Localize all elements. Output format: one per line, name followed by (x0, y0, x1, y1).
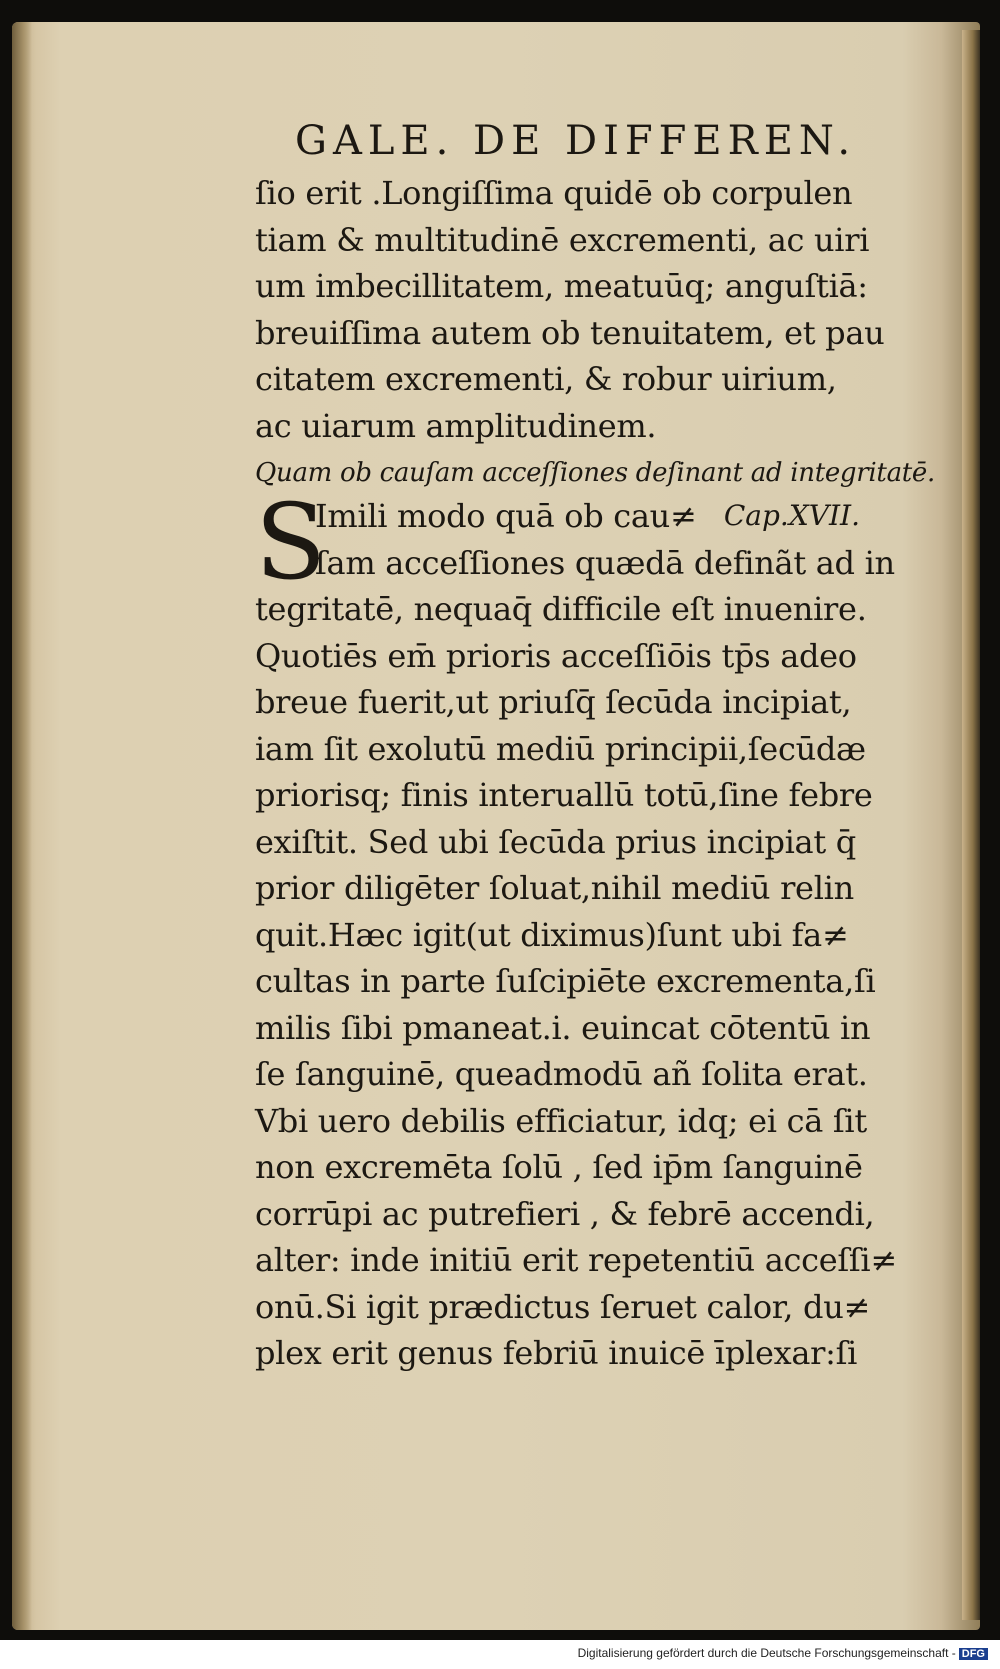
text-line: priorisq; finis interuallū totū,ſine febre (255, 776, 873, 814)
text-line: cultas in parte ſuſcipiēte excrementa,ſi (255, 962, 876, 1000)
credit-text: Digitalisierung gefördert durch die Deutsche Forschungsgemeinschaft - (577, 1646, 956, 1660)
text-line: iam ſit exolutū mediū principii,ſecūdæ (255, 729, 866, 768)
page-edge (962, 30, 980, 1620)
page-text (255, 118, 945, 1377)
text-line: quit.Hæc igit(ut diximus)ſunt ubi fa≠ (255, 915, 849, 954)
text-line: tiam & multitudinē excrementi, ac uiri (255, 220, 870, 259)
text-line: non excremēta ſolū , ſed ip̄m ſanguinē (255, 1148, 863, 1186)
text-line: um imbecillitatem, meatuūq; anguſtiā: (255, 267, 868, 305)
text-line: plex erit genus febriū inuicē īplexar:ſi (255, 1334, 858, 1372)
chapter-heading: Quam ob cauſam acceſſiones deſinant ad integritatē. (255, 458, 935, 488)
text-line: exiſtit. Sed ubi ſecūda prius incipiat q̄ (255, 822, 856, 861)
text-line: alter: inde initiū erit repetentiū acceſſi≠ (255, 1241, 897, 1279)
text-line: Vbi uero debilis efficiatur, idq; ei cā ſit (255, 1101, 867, 1140)
page-gutter (12, 22, 32, 1630)
text-line: onū.Si igit prædictus ſeruet calor, du≠ (255, 1287, 871, 1326)
text-line: tegritatē, nequaq̄ difficile eſt inuenire. (255, 590, 867, 628)
dfg-logo: DFG (959, 1648, 988, 1660)
drop-cap: S (255, 481, 327, 603)
text-line: Quotiēs em̄ prioris acceſſiōis tp̄s adeo (255, 636, 857, 675)
text-line: ſio erit .Longiſſima quidē ob corpulen (255, 174, 853, 212)
text-line: ſam acceſſiones quædā definãt ad in (315, 543, 895, 582)
text-line: milis ſibi pmaneat.i. euincat cōtentū in (255, 1008, 871, 1047)
chapter-opening (255, 481, 945, 603)
text-line: corrūpi ac putrefieri , & febrē accendi, (255, 1194, 875, 1233)
text-line: breuiſſima autem ob tenuitatem, et pau (255, 313, 885, 352)
digitization-credit (578, 1646, 988, 1660)
running-head: GALE. DE DIFFEREN. (295, 118, 857, 164)
text-line: prior diligēter ſoluat,nihil mediū relin (255, 869, 854, 907)
chapter-label: Cap.XVII. (723, 499, 860, 532)
chapter-body (255, 586, 945, 1377)
text-line: ac uiarum amplitudinem. (255, 406, 657, 445)
text-line: Imili modo quā ob cau≠ (315, 497, 697, 535)
paragraph-1 (255, 170, 945, 449)
text-line: breue fuerit,ut priuſq̄ ſecūda incipiat, (255, 683, 852, 721)
text-line: citatem excrementi, & robur uirium, (255, 360, 837, 398)
text-line: ſe ſanguinē, queadmodū añ ſolita erat. (255, 1055, 868, 1093)
